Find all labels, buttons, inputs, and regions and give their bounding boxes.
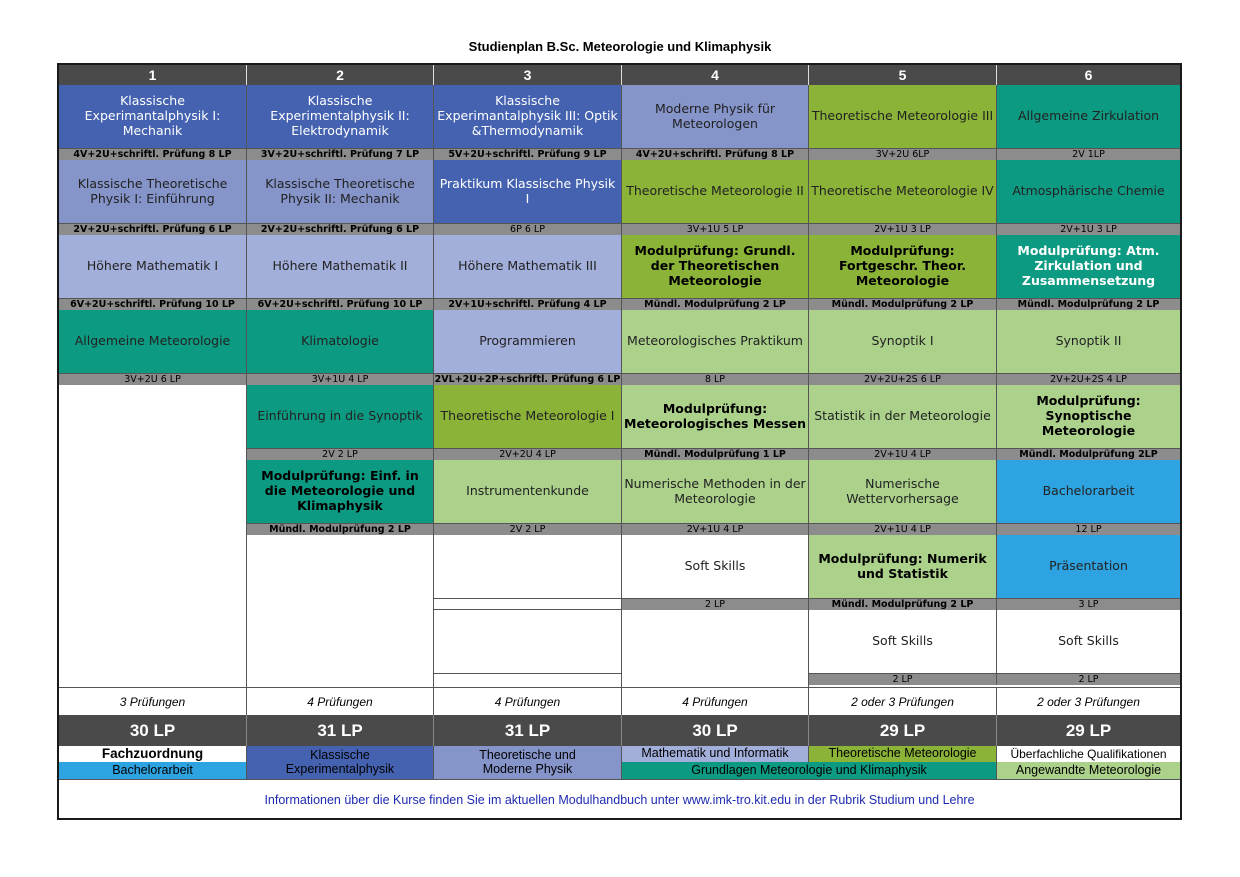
empty-cell bbox=[434, 599, 622, 610]
credit-bar: Mündl. Modulprüfung 2 LP bbox=[809, 299, 997, 310]
empty-cell bbox=[59, 385, 247, 687]
exam-count: 3 Prüfungen bbox=[59, 687, 247, 715]
module-cell: Bachelorarbeit bbox=[997, 460, 1180, 524]
module-cell: Präsentation bbox=[997, 535, 1180, 599]
module-cell: Einführung in die Synoptik bbox=[247, 385, 434, 449]
credit-bar: 4V+2U+schriftl. Prüfung 8 LP bbox=[622, 149, 809, 160]
total-credits: 31 LP bbox=[434, 715, 622, 746]
exam-count: 4 Prüfungen bbox=[622, 687, 809, 715]
credit-bar: 2 LP bbox=[997, 674, 1180, 685]
page-title: Studienplan B.Sc. Meteorologie und Klimaphysik bbox=[468, 39, 772, 54]
module-cell: Klimatologie bbox=[247, 310, 434, 374]
module-cell: Soft Skills bbox=[622, 535, 809, 599]
credit-bar: 4V+2U+schriftl. Prüfung 8 LP bbox=[59, 149, 247, 160]
exam-count: 4 Prüfungen bbox=[434, 687, 622, 715]
total-credits: 31 LP bbox=[247, 715, 434, 746]
credit-bar: 5V+2U+schriftl. Prüfung 9 LP bbox=[434, 149, 622, 160]
info-footer: Informationen über die Kurse finden Sie im aktuellen Modulhandbuch unter www.imk-tro.kit.edu in der Rubrik Studium und Lehre bbox=[59, 779, 1180, 819]
credit-bar: 2V+1U 4 LP bbox=[809, 524, 997, 535]
module-cell: Klassische Theoretische Physik I: Einführung bbox=[59, 160, 247, 224]
module-cell: Soft Skills bbox=[997, 610, 1180, 674]
credit-bar: 8 LP bbox=[622, 374, 809, 385]
module-cell: Klassische Experimantalphysik I: Mechanik bbox=[59, 85, 247, 149]
credit-bar: Mündl. Modulprüfung 2 LP bbox=[622, 299, 809, 310]
empty-cell bbox=[247, 535, 434, 687]
credit-bar: 2V+1U 4 LP bbox=[622, 524, 809, 535]
module-cell: Moderne Physik für Meteorologen bbox=[622, 85, 809, 149]
credit-bar: 2V+1U 3 LP bbox=[809, 224, 997, 235]
credit-bar: 2V+1U 4 LP bbox=[809, 449, 997, 460]
empty-cell bbox=[434, 674, 622, 687]
credit-bar: Mündl. Modulprüfung 2 LP bbox=[247, 524, 434, 535]
credit-bar: 3V+2U 6 LP bbox=[59, 374, 247, 385]
credit-bar: 3V+2U+schriftl. Prüfung 7 LP bbox=[247, 149, 434, 160]
semester-header-3: 3 bbox=[434, 65, 622, 85]
credit-bar: 2 LP bbox=[622, 599, 809, 610]
credit-bar: 2V 1LP bbox=[997, 149, 1180, 160]
semester-header-4: 4 bbox=[622, 65, 809, 85]
module-cell: Modulprüfung: Grundl. der Theoretischen Meteorologie bbox=[622, 235, 809, 299]
module-cell: Theoretische Meteorologie II bbox=[622, 160, 809, 224]
module-cell: Numerische Wettervorhersage bbox=[809, 460, 997, 524]
module-cell: Synoptik II bbox=[997, 310, 1180, 374]
legend-bachelorarbeit: Bachelorarbeit bbox=[59, 762, 247, 779]
module-cell: Modulprüfung: Meteorologisches Messen bbox=[622, 385, 809, 449]
legend-heading: Fachzuordnung bbox=[59, 746, 247, 762]
credit-bar: 2V+1U+schriftl. Prüfung 4 LP bbox=[434, 299, 622, 310]
credit-bar: 2V+1U 3 LP bbox=[997, 224, 1180, 235]
credit-bar: Mündl. Modulprüfung 2 LP bbox=[809, 599, 997, 610]
module-cell: Höhere Mathematik I bbox=[59, 235, 247, 299]
module-cell: Höhere Mathematik III bbox=[434, 235, 622, 299]
semester-header-6: 6 bbox=[997, 65, 1180, 85]
module-cell: Allgemeine Zirkulation bbox=[997, 85, 1180, 149]
credit-bar: 6P 6 LP bbox=[434, 224, 622, 235]
module-cell: Theoretische Meteorologie I bbox=[434, 385, 622, 449]
credit-bar: 6V+2U+schriftl. Prüfung 10 LP bbox=[59, 299, 247, 310]
credit-bar: 6V+2U+schriftl. Prüfung 10 LP bbox=[247, 299, 434, 310]
legend-ueberfachliche-qualifikationen: Überfachliche Qualifikationen bbox=[997, 746, 1180, 762]
credit-bar: 3V+1U 4 LP bbox=[247, 374, 434, 385]
credit-bar: 2VL+2U+2P+schriftl. Prüfung 6 LP bbox=[434, 374, 621, 385]
module-cell: Höhere Mathematik II bbox=[247, 235, 434, 299]
credit-bar: 2V+2U+2S 6 LP bbox=[809, 374, 997, 385]
semester-header-2: 2 bbox=[247, 65, 434, 85]
module-cell: Meteorologisches Praktikum bbox=[622, 310, 809, 374]
exam-count: 4 Prüfungen bbox=[247, 687, 434, 715]
module-cell: Modulprüfung: Atm. Zirkulation und Zusammensetzung bbox=[997, 235, 1180, 299]
credit-bar: Mündl. Modulprüfung 1 LP bbox=[622, 449, 809, 460]
module-cell: Theoretische Meteorologie III bbox=[809, 85, 997, 149]
module-cell: Klassische Theoretische Physik II: Mechanik bbox=[247, 160, 434, 224]
exam-count: 2 oder 3 Prüfungen bbox=[997, 687, 1180, 715]
credit-bar: 3V+1U 5 LP bbox=[622, 224, 809, 235]
credit-bar: Mündl. Modulprüfung 2 LP bbox=[997, 299, 1180, 310]
credit-bar: 2V+2U+schriftl. Prüfung 6 LP bbox=[247, 224, 434, 235]
module-cell: Statistik in der Meteorologie bbox=[809, 385, 997, 449]
empty-cell bbox=[434, 535, 622, 599]
module-cell: Soft Skills bbox=[809, 610, 997, 674]
credit-bar: 3 LP bbox=[997, 599, 1180, 610]
study-plan-table bbox=[57, 63, 1182, 820]
legend-theoretische-meteorologie: Theoretische Meteorologie bbox=[809, 746, 997, 762]
exam-count: 2 oder 3 Prüfungen bbox=[809, 687, 997, 715]
credit-bar: Mündl. Modulprüfung 2LP bbox=[997, 449, 1180, 460]
total-credits: 29 LP bbox=[809, 715, 997, 746]
module-cell: Programmieren bbox=[434, 310, 622, 374]
semester-header-1: 1 bbox=[59, 65, 247, 85]
empty-cell bbox=[434, 610, 622, 674]
legend-mathematik-informatik: Mathematik und Informatik bbox=[622, 746, 809, 762]
legend-angewandte-meteorologie: Angewandte Meteorologie bbox=[997, 762, 1180, 779]
module-cell: Atmosphärische Chemie bbox=[997, 160, 1180, 224]
credit-bar: 2V+2U+2S 4 LP bbox=[997, 374, 1180, 385]
legend-klassische-experimentalphysik: Klassische Experimentalphysik bbox=[247, 746, 434, 779]
credit-bar: 2V 2 LP bbox=[434, 524, 622, 535]
credit-bar: 3V+2U 6LP bbox=[809, 149, 997, 160]
legend-theoretische-moderne-physik: Theoretische und Moderne Physik bbox=[434, 746, 622, 779]
module-cell: Modulprüfung: Fortgeschr. Theor. Meteorologie bbox=[809, 235, 997, 299]
module-cell: Modulprüfung: Synoptische Meteorologie bbox=[997, 385, 1180, 449]
module-cell: Synoptik I bbox=[809, 310, 997, 374]
legend-grundlagen: Grundlagen Meteorologie und Klimaphysik bbox=[622, 762, 997, 779]
semester-header-5: 5 bbox=[809, 65, 997, 85]
credit-bar: 2V+2U+schriftl. Prüfung 6 LP bbox=[59, 224, 247, 235]
module-cell: Instrumentenkunde bbox=[434, 460, 622, 524]
empty-cell bbox=[622, 610, 809, 687]
credit-bar: 2 LP bbox=[809, 674, 997, 685]
total-credits: 30 LP bbox=[59, 715, 247, 746]
module-cell: Allgemeine Meteorologie bbox=[59, 310, 247, 374]
total-credits: 29 LP bbox=[997, 715, 1180, 746]
total-credits: 30 LP bbox=[622, 715, 809, 746]
module-cell: Klassische Experimentalphysik II: Elektrodynamik bbox=[247, 85, 434, 149]
module-cell: Praktikum Klassische Physik I bbox=[434, 160, 622, 224]
module-cell: Klassische Experimantalphysik III: Optik &Thermodynamik bbox=[434, 85, 622, 149]
credit-bar: 2V+2U 4 LP bbox=[434, 449, 622, 460]
module-cell: Numerische Methoden in der Meteorologie bbox=[622, 460, 809, 524]
module-cell: Theoretische Meteorologie IV bbox=[809, 160, 997, 224]
credit-bar: 12 LP bbox=[997, 524, 1180, 535]
module-cell: Modulprüfung: Numerik und Statistik bbox=[809, 535, 997, 599]
module-cell: Modulprüfung: Einf. in die Meteorologie und Klimaphysik bbox=[247, 460, 434, 524]
credit-bar: 2V 2 LP bbox=[247, 449, 434, 460]
